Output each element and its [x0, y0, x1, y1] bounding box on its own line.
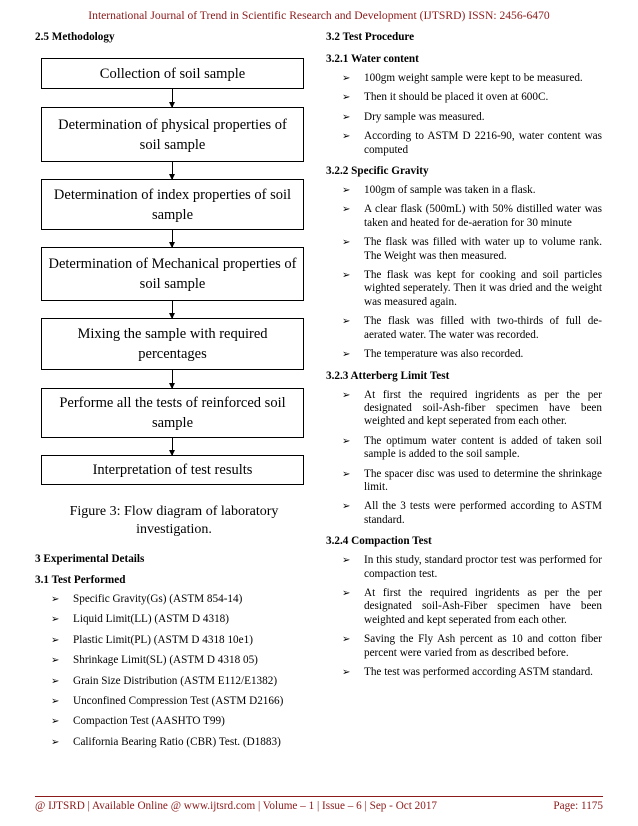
performed-heading: 3.1 Test Performed — [35, 574, 126, 586]
footer-text: @ IJTSRD | Available Online @ www.ijtsrd.com | Volume – 1 | Issue – 6 | Sep - Oct 2017 — [35, 800, 438, 812]
list-item: ➢ The flask was kept for cooking and soil particles wighted seperately. Then it was dried and the weight was measured again. — [326, 269, 602, 309]
flow-arrow — [172, 301, 173, 318]
list-item: ➢ At first the required ingridents as per the per designated soil-Ash-Fiber specimen have been weighted and kept seperated from each other. — [326, 587, 602, 627]
list-item: ➢ The spacer disc was used to determine the shrinkage limit. — [326, 468, 602, 495]
flow-box-index: Determination of index properties of soil sample — [41, 179, 304, 230]
flow-box-tests: Performe all the tests of reinforced soil sample — [41, 388, 304, 438]
list-item: ➢ At first the required ingridents as per the per designated soil-Ash-fiber specimen have been weighted and kept seperated from each other. — [326, 389, 602, 429]
list-item: ➢ California Bearing Ratio (CBR) Test. (D1883) — [35, 736, 313, 749]
flow-diagram — [35, 58, 313, 513]
compaction-list — [326, 554, 602, 679]
experimental-heading: 3 Experimental Details — [35, 553, 145, 565]
list-item: ➢ The test was performed according ASTM standard. — [326, 666, 602, 679]
list-item: ➢ Dry sample was measured. — [326, 111, 602, 124]
left-column — [35, 30, 313, 749]
flow-box-collection: Collection of soil sample — [41, 58, 304, 89]
footer-rule — [35, 796, 603, 797]
list-item: ➢ In this study, standard proctor test was performed for compaction test. — [326, 554, 602, 581]
flow-arrow — [172, 89, 173, 107]
tests-performed-list — [35, 593, 313, 749]
list-item: ➢ Saving the Fly Ash percent as 10 and cotton fiber percent were varied from as described before. — [326, 633, 602, 660]
list-item: ➢ The flask was filled with water up to volume rank. The Weight was then measured. — [326, 236, 602, 263]
flow-box-physical: Determination of physical properties of soil sample — [41, 107, 304, 162]
list-item: ➢ Compaction Test (AASHTO T99) — [35, 715, 313, 728]
list-item: ➢ 100gm weight sample were kept to be measured. — [326, 72, 602, 85]
compaction-heading: 3.2.4 Compaction Test — [326, 535, 432, 548]
water-content-list — [326, 72, 602, 157]
flow-arrow — [172, 370, 173, 388]
list-item: ➢ The optimum water content is added of taken soil sample is added to the soil sample. — [326, 435, 602, 462]
list-item: ➢ According to ASTM D 2216-90, water content was computed — [326, 130, 602, 157]
footer — [35, 800, 603, 812]
list-item: ➢ The flask was filled with two-thirds of full de-aerated water. The water was recorded. — [326, 315, 602, 342]
page-number: Page: 1175 — [553, 800, 603, 812]
flow-arrow — [172, 162, 173, 179]
list-item: ➢ Liquid Limit(LL) (ASTM D 4318) — [35, 613, 313, 626]
list-item: ➢ Specific Gravity(Gs) (ASTM 854-14) — [35, 593, 313, 606]
right-column — [326, 30, 602, 679]
list-item: ➢ All the 3 tests were performed according to ASTM standard. — [326, 500, 602, 527]
list-item: ➢ Unconfined Compression Test (ASTM D2166) — [35, 695, 313, 708]
water-content-heading: 3.2.1 Water content — [326, 53, 419, 65]
list-item: ➢ A clear flask (500mL) with 50% distilled water was taken and heated for de-aeration for 30 minute — [326, 203, 602, 230]
flow-arrow — [172, 438, 173, 455]
list-item: ➢ The temperature was also recorded. — [326, 348, 602, 361]
list-item: ➢ Plastic Limit(PL) (ASTM D 4318 10e1) — [35, 634, 313, 647]
procedure-heading: 3.2 Test Procedure — [326, 31, 415, 43]
list-item: ➢ Shrinkage Limit(SL) (ASTM D 4318 05) — [35, 654, 313, 667]
atterberg-list — [326, 389, 602, 528]
flow-box-mixing: Mixing the sample with required percentages — [41, 318, 304, 370]
list-item: ➢ Grain Size Distribution (ASTM E112/E1382) — [35, 675, 313, 688]
journal-header: International Journal of Trend in Scientific Research and Development (IJTSRD) ISSN: 2456-6470 — [88, 9, 550, 22]
list-item: ➢ 100gm of sample was taken in a flask. — [326, 184, 602, 197]
list-item: ➢ Then it should be placed it oven at 600C. — [326, 91, 602, 104]
specific-gravity-heading: 3.2.2 Specific Gravity — [326, 165, 429, 178]
flow-box-interpretation: Interpretation of test results — [41, 455, 304, 485]
specific-gravity-list — [326, 184, 602, 361]
flow-box-mechanical: Determination of Mechanical properties of soil sample — [41, 247, 304, 301]
atterberg-heading: 3.2.3 Atterberg Limit Test — [326, 369, 450, 382]
flow-arrow — [172, 230, 173, 247]
figure-caption: Figure 3: Flow diagram of laboratory investigation. — [69, 504, 279, 537]
methodology-heading: 2.5 Methodology — [35, 31, 115, 43]
